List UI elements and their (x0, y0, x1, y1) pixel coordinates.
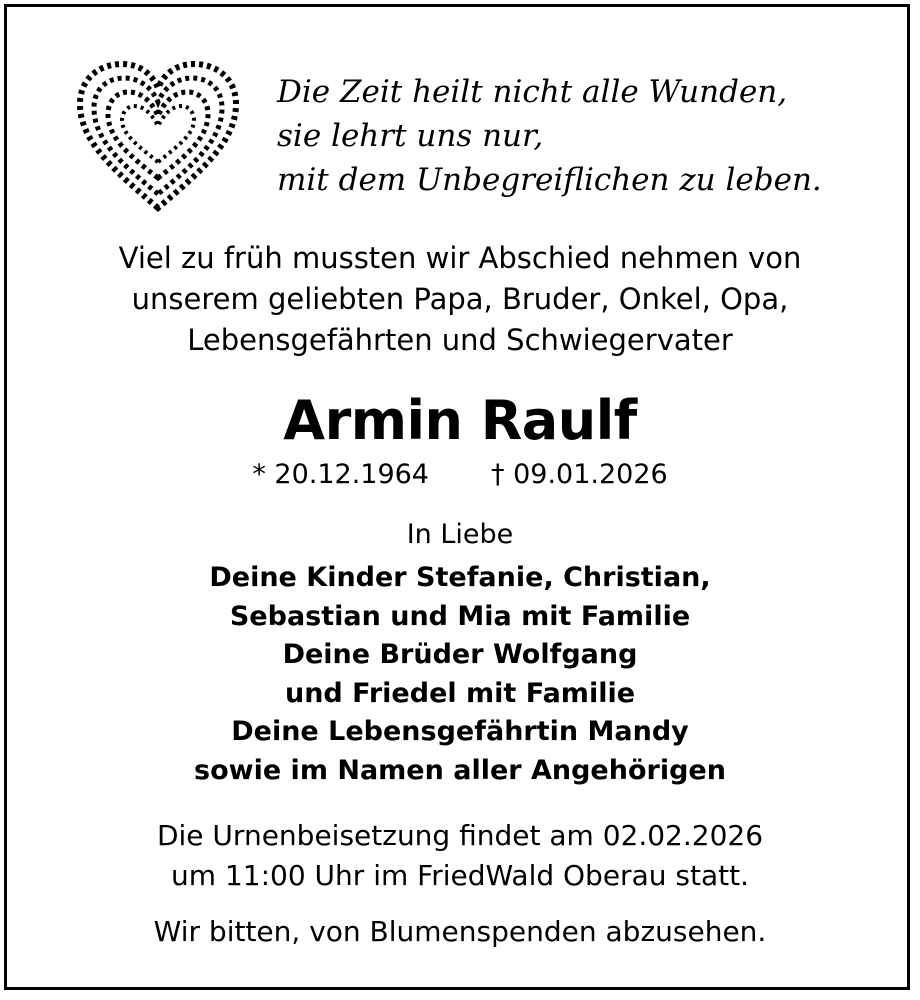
funeral-line: um 11:00 Uhr im FriedWald Oberau statt. (171, 859, 749, 892)
quote-line: sie lehrt uns nur, (277, 118, 544, 154)
funeral-line: Die Urnenbeisetzung findet am 02.02.2026 (156, 819, 764, 852)
intro-line: Viel zu früh mussten wir Abschied nehmen von (118, 241, 802, 275)
mourner-line: Deine Lebensgefährtin Mandy (231, 716, 689, 747)
intro-line: unserem geliebten Papa, Bruder, Onkel, Opa, (131, 282, 789, 316)
mourner-line: sowie im Namen aller Angehörigen (194, 754, 726, 786)
deceased-name: Armin Raulf (283, 389, 637, 452)
life-dates (0, 455, 920, 495)
flower-request: Wir bitten, von Blumenspenden abzusehen. (153, 915, 767, 948)
funeral-info (0, 816, 920, 896)
quote (277, 70, 822, 202)
mourner-line: und Friedel mit Familie (284, 677, 636, 709)
mourner-line: Sebastian und Mia mit Familie (229, 600, 691, 632)
intro-text (0, 238, 920, 361)
quote-line: Die Zeit heilt nicht alle Wunden, (277, 74, 788, 110)
mourners-list (0, 559, 920, 790)
mourner-line: Deine Brüder Wolfgang (282, 639, 638, 670)
mourner-line: Deine Kinder Stefanie, Christian, (209, 562, 711, 593)
birth-date: * 20.12.1964 (252, 459, 429, 490)
death-date: † 09.01.2026 (491, 459, 668, 490)
in-love-heading: In Liebe (406, 519, 514, 550)
intro-line: Lebensgefährten und Schwiegervater (187, 323, 733, 357)
dotted-heart-icon (76, 60, 240, 215)
quote-line: mit dem Unbegreiflichen zu leben. (277, 162, 822, 198)
